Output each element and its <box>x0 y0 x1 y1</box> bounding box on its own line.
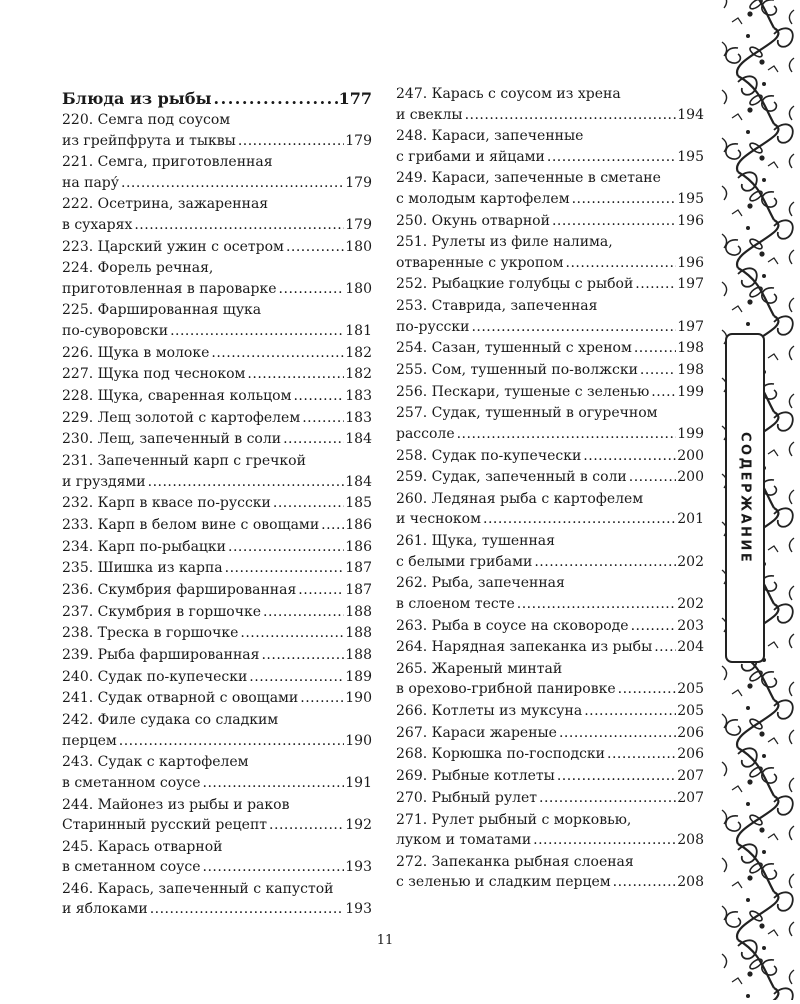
toc-entry-page: 179 <box>345 174 372 191</box>
toc-entry[interactable] <box>396 232 704 273</box>
dot-leader <box>517 594 676 615</box>
toc-entry-title-line: 255. Сом, тушенный по-волжски <box>396 362 638 378</box>
toc-entry[interactable] <box>62 837 372 878</box>
toc-entry-title-line: 248. Караси, запеченные <box>396 128 584 145</box>
toc-entry-page: 199 <box>677 425 704 442</box>
toc-entry-title-line: 237. Скумбрия в горшочке <box>62 603 262 620</box>
toc-entry[interactable] <box>396 659 704 700</box>
toc-entry[interactable] <box>396 637 704 658</box>
dot-leader <box>321 515 344 536</box>
section-tab[interactable] <box>725 333 765 663</box>
toc-entry-title-line: и груздями <box>62 473 146 490</box>
toc-entry[interactable] <box>396 446 704 467</box>
toc-entry-title-line: 236. Скумбрия фаршированная <box>62 582 297 598</box>
toc-entry[interactable] <box>62 152 372 193</box>
toc-entry-title-line: 227. Щука под чесноком <box>62 366 246 383</box>
toc-entry[interactable] <box>62 795 372 836</box>
toc-entry-title-line: 233. Карп в белом вине с овощами <box>62 516 320 533</box>
dot-leader <box>293 386 344 407</box>
dot-leader <box>170 321 344 342</box>
dot-leader <box>240 623 344 644</box>
toc-entry-page: 205 <box>677 703 704 720</box>
toc-entry-page: 190 <box>345 732 372 749</box>
toc-entry-page: 180 <box>345 280 372 297</box>
toc-entry[interactable] <box>396 573 704 614</box>
toc-entry[interactable] <box>62 580 372 601</box>
toc-entry-page: 198 <box>677 362 704 378</box>
dot-leader <box>613 872 677 893</box>
dot-leader <box>534 552 676 573</box>
toc-entry-title-line: 228. Щука, сваренная кольцом <box>62 388 292 404</box>
section-heading-page: 177 <box>338 89 372 108</box>
toc-entry[interactable] <box>396 403 704 444</box>
dot-leader <box>471 317 676 338</box>
section-heading-title: Блюда из рыбы <box>62 89 212 108</box>
toc-entry[interactable] <box>396 168 704 209</box>
toc-entry[interactable] <box>396 338 704 359</box>
dot-leader <box>559 723 676 744</box>
dot-leader <box>629 467 677 488</box>
toc-entry-page: 200 <box>677 469 704 486</box>
toc-entry-title-line: 268. Корюшка по-господски <box>396 746 605 763</box>
toc-entry-title-line: 258. Судак по-купечески <box>396 447 582 464</box>
toc-entry-page: 179 <box>345 216 372 233</box>
toc-entry-title-line: из грейпфрута и тыквы <box>62 132 236 149</box>
toc-entry-page: 204 <box>677 639 704 656</box>
dot-leader <box>618 679 677 700</box>
toc-entry[interactable] <box>396 126 704 167</box>
dot-leader <box>300 688 344 709</box>
toc-entry-page: 203 <box>677 617 704 634</box>
dot-leader <box>572 189 677 210</box>
toc-entry-page: 182 <box>345 366 372 383</box>
dot-leader <box>654 637 676 658</box>
toc-entry[interactable] <box>62 558 372 579</box>
toc-entry[interactable] <box>62 429 372 450</box>
toc-entry[interactable] <box>62 451 372 492</box>
dot-leader <box>640 360 676 381</box>
toc-entry-page: 208 <box>677 832 704 848</box>
toc-entry-title-line: с грибами и яйцами <box>396 148 545 165</box>
toc-entry-title-line: в сухарях <box>62 216 133 233</box>
dot-leader <box>238 131 344 152</box>
toc-entry-page: 202 <box>677 553 704 570</box>
toc-entry[interactable] <box>396 531 704 572</box>
toc-entry-title-line: 249. Караси, запеченные в сметане <box>396 170 661 187</box>
dot-leader <box>283 429 344 450</box>
toc-entry-page: 186 <box>345 538 372 555</box>
toc-entry-title-line: в сметанном соусе <box>62 859 201 876</box>
toc-entry-title-line: 221. Семга, приготовленная <box>62 154 273 171</box>
toc-entry-title-line: с зеленью и сладким перцем <box>396 874 611 891</box>
toc-entry-page: 184 <box>345 473 372 490</box>
toc-entry[interactable] <box>62 710 372 751</box>
toc-entry[interactable] <box>62 237 372 258</box>
toc-entry-page: 182 <box>345 344 372 361</box>
toc-entry[interactable] <box>396 467 704 488</box>
toc-entry-title-line: 251. Рулеты из филе налима, <box>396 234 613 251</box>
toc-entry[interactable] <box>62 752 372 793</box>
dot-leader <box>150 899 345 920</box>
toc-entry[interactable] <box>396 766 704 787</box>
toc-entry-title-line: 260. Ледяная рыба с картофелем <box>396 490 644 507</box>
toc-entry-page: 192 <box>345 817 372 833</box>
dot-leader <box>302 408 344 429</box>
toc-entry-page: 180 <box>345 238 372 255</box>
toc-entry-title-line: 253. Ставрида, запеченная <box>396 298 598 315</box>
toc-entry-page: 179 <box>345 132 372 149</box>
toc-entry-title-line: Старинный русский рецепт <box>62 817 268 833</box>
toc-entry-title-line: 238. Треска в горшочке <box>62 625 239 642</box>
toc-entry[interactable] <box>62 667 372 688</box>
toc-right-column <box>396 84 704 893</box>
toc-entry-page: 188 <box>345 603 372 620</box>
toc-entry-page: 195 <box>677 190 704 207</box>
toc-entry-page: 196 <box>677 212 704 229</box>
toc-entry-page: 183 <box>345 409 372 426</box>
toc-entry[interactable] <box>396 810 704 851</box>
dot-leader <box>539 788 676 809</box>
toc-entry-page: 183 <box>345 388 372 404</box>
dot-leader <box>635 274 676 295</box>
toc-entry[interactable] <box>396 211 704 232</box>
toc-entry-title-line: в слоеном тесте <box>396 595 515 612</box>
section-heading <box>62 88 372 110</box>
toc-entry[interactable] <box>62 645 372 666</box>
toc-entry-title-line: 256. Пескари, тушеные с зеленью <box>396 383 650 400</box>
toc-entry-title-line: 246. Карась, запеченный с капустой <box>62 880 334 897</box>
toc-entry-page: 206 <box>677 746 704 763</box>
toc-entry-page: 188 <box>345 647 372 664</box>
toc-entry-page: 187 <box>345 582 372 598</box>
toc-entry-title-line: с молодым картофелем <box>396 190 570 207</box>
toc-entry[interactable] <box>396 723 704 744</box>
dot-leader <box>298 580 344 601</box>
toc-entry-page: 208 <box>677 874 704 891</box>
toc-entry-title-line: 231. Запеченный карп с гречкой <box>62 453 306 470</box>
toc-entry-title-line: 243. Судак с картофелем <box>62 754 249 771</box>
toc-entry-title-line: 257. Судак, тушенный в огуречном <box>396 405 658 422</box>
toc-entry-title-line: 265. Жареный минтай <box>396 660 563 677</box>
toc-entry[interactable] <box>396 788 704 809</box>
toc-entry[interactable] <box>396 701 704 722</box>
toc-entry-page: 194 <box>677 106 704 123</box>
dot-leader <box>134 215 344 236</box>
toc-entry[interactable] <box>62 386 372 407</box>
toc-entry-page: 197 <box>677 318 704 335</box>
toc-entry-page: 197 <box>677 276 704 293</box>
toc-entry[interactable] <box>396 744 704 765</box>
toc-entry-title-line: 264. Нарядная запеканка из рыбы <box>396 639 653 656</box>
dot-leader <box>279 279 345 300</box>
toc-entry-page: 188 <box>345 625 372 642</box>
toc-entry-page: 199 <box>677 383 704 400</box>
toc-entry[interactable] <box>62 110 372 151</box>
toc-entry-title-line: 267. Караси жареные <box>396 724 557 741</box>
dot-leader <box>261 645 344 666</box>
dot-leader <box>566 253 677 274</box>
toc-entry-title-line: 222. Осетрина, зажаренная <box>62 196 269 213</box>
toc-entry-title-line: на пару́ <box>62 174 120 191</box>
toc-entry[interactable] <box>62 515 372 536</box>
toc-entry-page: 196 <box>677 254 704 271</box>
toc-entry-page: 189 <box>345 668 372 685</box>
toc-entry-title-line: и яблоками <box>62 901 148 918</box>
toc-entry-title-line: 239. Рыба фаршированная <box>62 647 260 664</box>
toc-entry-title-line: 234. Карп по-рыбацки <box>62 538 227 555</box>
toc-entry-page: 206 <box>677 724 704 741</box>
toc-entry[interactable] <box>396 274 704 295</box>
toc-entry[interactable] <box>396 360 704 381</box>
dot-leader <box>249 667 344 688</box>
toc-entry-title-line: 261. Щука, тушенная <box>396 533 555 550</box>
toc-entry-page: 201 <box>677 511 704 528</box>
toc-left-column <box>62 88 372 920</box>
toc-entry-title-line: 269. Рыбные котлеты <box>396 768 555 785</box>
dot-leader <box>547 147 676 168</box>
dot-leader <box>533 830 676 851</box>
toc-entry-title-line: 220. Семга под соусом <box>62 112 231 128</box>
toc-entry[interactable] <box>62 300 372 341</box>
toc-entry-title-line: 245. Карась отварной <box>62 838 223 855</box>
dot-leader <box>203 857 345 878</box>
toc-entry[interactable] <box>62 408 372 429</box>
dot-leader <box>247 364 344 385</box>
toc-entry[interactable] <box>62 343 372 364</box>
dot-leader <box>552 211 676 232</box>
toc-entry-page: 207 <box>677 789 704 806</box>
dot-leader <box>211 343 344 364</box>
dot-leader <box>583 446 676 467</box>
toc-entry-title-line: 223. Царский ужин с осетром <box>62 238 284 255</box>
toc-entry-page: 190 <box>345 690 372 707</box>
dot-leader <box>203 773 345 794</box>
dot-leader <box>584 701 676 722</box>
toc-entry-title-line: луком и томатами <box>396 832 532 848</box>
toc-entry-page: 205 <box>677 681 704 698</box>
dot-leader <box>631 616 677 637</box>
toc-entry[interactable] <box>62 194 372 235</box>
toc-entry-title-line: перцем <box>62 732 117 749</box>
dot-leader <box>121 173 344 194</box>
toc-entry-title-line: 224. Форель речная, <box>62 260 214 277</box>
toc-entry[interactable] <box>62 364 372 385</box>
dot-leader <box>607 744 676 765</box>
toc-entry[interactable] <box>62 493 372 514</box>
toc-entry[interactable] <box>396 296 704 337</box>
toc-entry-title-line: 263. Рыба в соусе на сковороде <box>396 617 629 634</box>
toc-entry-page: 184 <box>345 431 372 448</box>
toc-entry-title-line: 229. Лещ золотой с картофелем <box>62 409 301 426</box>
toc-entry[interactable] <box>62 879 372 920</box>
toc-entry-page: 186 <box>345 516 372 533</box>
toc-entry-title-line: по-русски <box>396 318 470 335</box>
page-number: 11 <box>376 933 394 948</box>
toc-entry[interactable] <box>396 489 704 530</box>
toc-entry-title-line: 252. Рыбацкие голубцы с рыбой <box>396 276 634 293</box>
toc-entry-title-line: и чесноком <box>396 511 481 528</box>
toc-entry[interactable] <box>62 537 372 558</box>
dot-leader <box>557 766 676 787</box>
dot-leader <box>228 537 344 558</box>
toc-entry-title-line: по-суворовски <box>62 322 169 339</box>
toc-entry-page: 207 <box>677 768 704 785</box>
toc-entry[interactable] <box>62 258 372 299</box>
toc-entry-title-line: 230. Лещ, запеченный в соли <box>62 431 282 448</box>
dot-leader <box>286 237 344 258</box>
toc-entry-title-line: 266. Котлеты из муксуна <box>396 703 583 720</box>
toc-entry-title-line: 254. Сазан, тушенный с хреном <box>396 340 632 357</box>
dot-leader <box>465 105 677 126</box>
toc-entry-title-line: 225. Фаршированная щука <box>62 302 262 319</box>
toc-entry[interactable] <box>62 688 372 709</box>
toc-entry-title-line: 271. Рулет рыбный с морковью, <box>396 811 632 828</box>
toc-entry-page: 193 <box>345 901 372 918</box>
toc-entry-page: 185 <box>345 495 372 512</box>
toc-entry-title-line: 241. Судак отварной с овощами <box>62 690 299 707</box>
dot-leader <box>269 815 344 836</box>
toc-entry-title-line: приготовленная в пароварке <box>62 280 277 297</box>
dot-leader <box>651 382 676 403</box>
toc-entry-title-line: с белыми грибами <box>396 553 533 570</box>
toc-entry-title-line: рассоле <box>396 425 455 442</box>
toc-entry-page: 187 <box>345 560 372 577</box>
dot-leader <box>634 338 676 359</box>
toc-entry[interactable] <box>396 382 704 403</box>
dot-leader <box>119 731 345 752</box>
toc-entry-title-line: 240. Судак по-купечески <box>62 668 248 685</box>
toc-entry-title-line: 262. Рыба, запеченная <box>396 575 565 592</box>
toc-entry-title-line: 272. Запеканка рыбная слоеная <box>396 853 634 870</box>
toc-entry-page: 193 <box>345 859 372 876</box>
toc-entry-page: 191 <box>345 774 372 791</box>
toc-entry-title-line: 232. Карп в квасе по-русски <box>62 495 271 512</box>
toc-entry[interactable] <box>62 623 372 644</box>
toc-entry-title-line: 259. Судак, запеченный в соли <box>396 469 627 486</box>
toc-entry-title-line: и свеклы <box>396 106 463 123</box>
toc-entry-title-line: 247. Карась с соусом из хрена <box>396 86 621 102</box>
dot-leader <box>273 493 344 514</box>
toc-entry-title-line: 235. Шишка из карпа <box>62 560 223 577</box>
toc-entry-page: 195 <box>677 148 704 165</box>
toc-entry-title-line: 242. Филе судака со сладким <box>62 712 279 729</box>
toc-entry-title-line: 226. Щука в молоке <box>62 344 210 361</box>
toc-entry-page: 198 <box>677 340 704 357</box>
toc-entry-title-line: 250. Окунь отварной <box>396 212 550 229</box>
dot-leader <box>483 509 676 530</box>
toc-entry-page: 202 <box>677 595 704 612</box>
toc-entry-title-line: 270. Рыбный рулет <box>396 789 537 806</box>
toc-entry[interactable] <box>396 616 704 637</box>
dot-leader <box>148 472 345 493</box>
toc-entry-page: 181 <box>345 322 372 339</box>
dot-leader <box>263 602 344 623</box>
dot-leader <box>225 558 345 579</box>
toc-entry-title-line: 244. Майонез из рыбы и раков <box>62 796 290 813</box>
dot-leader <box>457 424 677 445</box>
toc-entry[interactable] <box>62 602 372 623</box>
toc-entry[interactable] <box>396 84 704 125</box>
toc-entry-title-line: в орехово-грибной панировке <box>396 681 616 698</box>
toc-entry-page: 200 <box>677 447 704 464</box>
toc-entry-title-line: в сметанном соусе <box>62 774 201 791</box>
toc-entry-title-line: отваренные с укропом <box>396 254 564 271</box>
section-tab-label: СОДЕРЖАНИЕ <box>737 431 753 565</box>
toc-entry[interactable] <box>396 852 704 893</box>
